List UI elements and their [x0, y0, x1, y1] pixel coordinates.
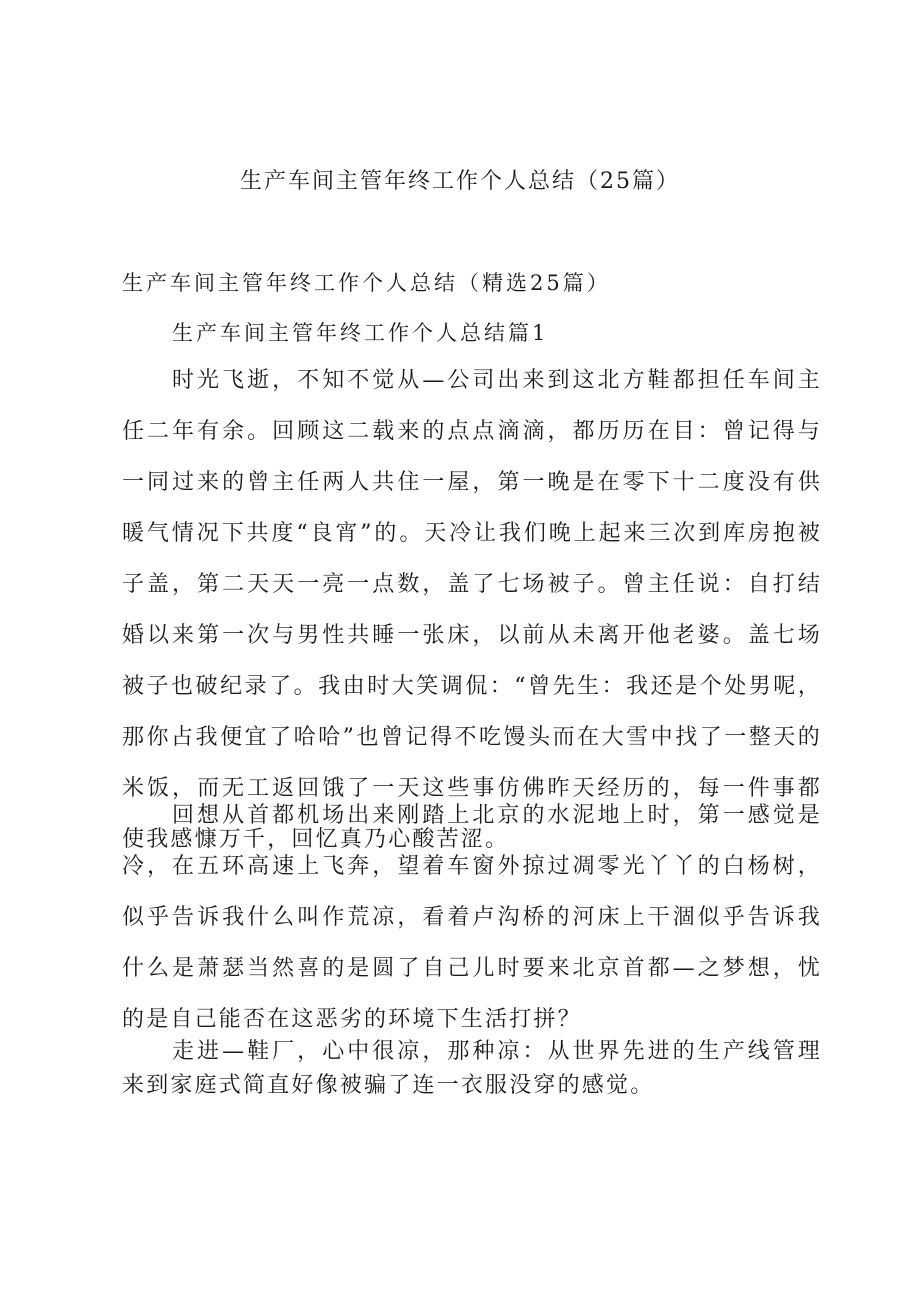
section-heading: 生产车间主管年终工作个人总结篇1 [172, 321, 549, 345]
document-title: 生产车间主管年终工作个人总结（25篇） [240, 169, 680, 194]
document-subtitle: 生产车间主管年终工作个人总结（精选25篇） [122, 271, 611, 295]
paragraph: 时光飞逝，不知不觉从—公司出来到这北方鞋都担任车间主任二年有余。回顾这二载来的点点滴滴，都历历在目：曾记得与一同过来的曾主任两人共住一屋，第一晚是在零下十二度没有供暖气情况下共度“良宵”的。天冷让我们晚上起来三次到库房抱被子盖，第二天天一亮一点数，盖了七场被子。曾主任说：自打结婚以来第一次与男性共睡一张床，以前从未离开他老婆。盖七场被子也破纪录了。我由时大笑调侃：“曾先生：我还是个处男呢，那你占我便宜了哈哈”也曾记得不吃馒头而在大雪中找了一整天的米饭，而无工返回饿了一天这些事仿佛昨天经历的，每一件事都使我感慷万千，回忆真乃心酸苦涩。 [122, 368, 822, 852]
paragraph: 走进—鞋厂，心中很凉，那种凉：从世界先进的生产线管理来到家庭式简直好像被骗了连一衣服没穿的感觉。 [122, 1039, 822, 1098]
paragraph: 回想从首都机场出来刚踏上北京的水泥地上时，第一感觉是冷，在五环高速上飞奔，望着车窗外掠过凋零光丫丫的白杨树，似乎告诉我什么叫作荒凉，看着卢沟桥的河床上干涸似乎告诉我什么是萧瑟当然喜的是圆了自己儿时要来北京首都—之梦想，忧的是自己能否在这恶劣的环境下生活打拼？ [122, 803, 822, 1032]
